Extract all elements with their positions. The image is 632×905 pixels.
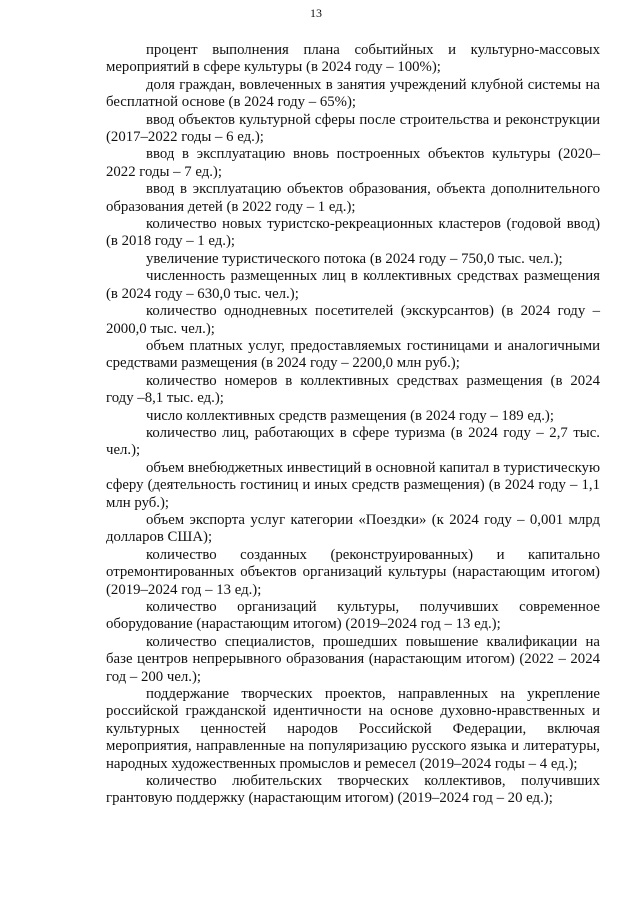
paragraph: ввод объектов культурной сферы после строительства и реконструкции (2017–2022 годы – 6 ед.);	[106, 111, 600, 146]
paragraph: численность размещенных лиц в коллективных средствах размещения (в 2024 году – 630,0 тыс. чел.);	[106, 268, 600, 302]
page-number: 13	[310, 6, 322, 20]
paragraph: количество созданных (реконструированных) и капитально отремонтированных объектов организаций культуры (нарастающим итогом) (2019–2024 год – 13 ед.);	[106, 546, 600, 598]
document-body	[106, 42, 600, 808]
paragraph: увеличение туристического потока (в 2024 году – 750,0 тыс. чел.);	[146, 250, 563, 267]
paragraph: объем платных услуг, предоставляемых гостиницами и аналогичными средствами размещения (в 2024 году – 2200,0 млн руб.);	[106, 337, 600, 372]
paragraph: ввод в эксплуатацию объектов образования, объекта дополнительного образования детей (в 2022 году – 1 ед.);	[106, 181, 600, 215]
paragraph: количество любительских творческих коллективов, получивших грантовую поддержку (нарастающим итогом) (2019–2024 год – 20 ед.);	[106, 773, 600, 807]
paragraph: количество специалистов, прошедших повышение квалификации на базе центров непрерывного образования (нарастающим итогом) (2022 – 2024 год – 200 чел.);	[106, 633, 600, 685]
paragraph: объем внебюджетных инвестиций в основной капитал в туристическую сферу (деятельность гостиниц и иных средств размещения) (в 2024 году – 1,1 млн руб.);	[106, 459, 600, 511]
paragraph: объем экспорта услуг категории «Поездки» (к 2024 году – 0,001 млрд долларов США);	[106, 511, 600, 546]
paragraph: процент выполнения плана событийных и культурно-массовых мероприятий в сфере культуры (в 2024 году – 100%);	[106, 42, 600, 76]
paragraph: количество однодневных посетителей (экскурсантов) (в 2024 году – 2000,0 тыс. чел.);	[106, 303, 600, 337]
paragraph: число коллективных средств размещения (в 2024 году – 189 ед.);	[146, 407, 554, 424]
paragraph: количество организаций культуры, получивших современное оборудование (нарастающим итогом) (2019–2024 год – 13 ед.);	[106, 599, 600, 633]
paragraph: ввод в эксплуатацию вновь построенных объектов культуры (2020–2022 годы – 7 ед.);	[106, 146, 600, 180]
paragraph: количество номеров в коллективных средствах размещения (в 2024 году –8,1 тыс. ед.);	[106, 372, 600, 407]
paragraph: поддержание творческих проектов, направленных на укрепление российской гражданской идентичности на основе духовно-нравственных и культурных ценностей народов Российской Федерации, включая мероприятия, направленные на популяризацию русского языка и литературы, народных художественных промыслов и ремесел (2019–2024 годы – 4 ед.);	[106, 686, 600, 772]
paragraph: количество лиц, работающих в сфере туризма (в 2024 году – 2,7 тыс. чел.);	[106, 424, 600, 459]
paragraph: количество новых туристско-рекреационных кластеров (годовой ввод) (в 2018 году – 1 ед.);	[106, 216, 600, 250]
paragraph: доля граждан, вовлеченных в занятия учреждений клубной системы на бесплатной основе (в 2024 году – 65%);	[106, 76, 600, 111]
